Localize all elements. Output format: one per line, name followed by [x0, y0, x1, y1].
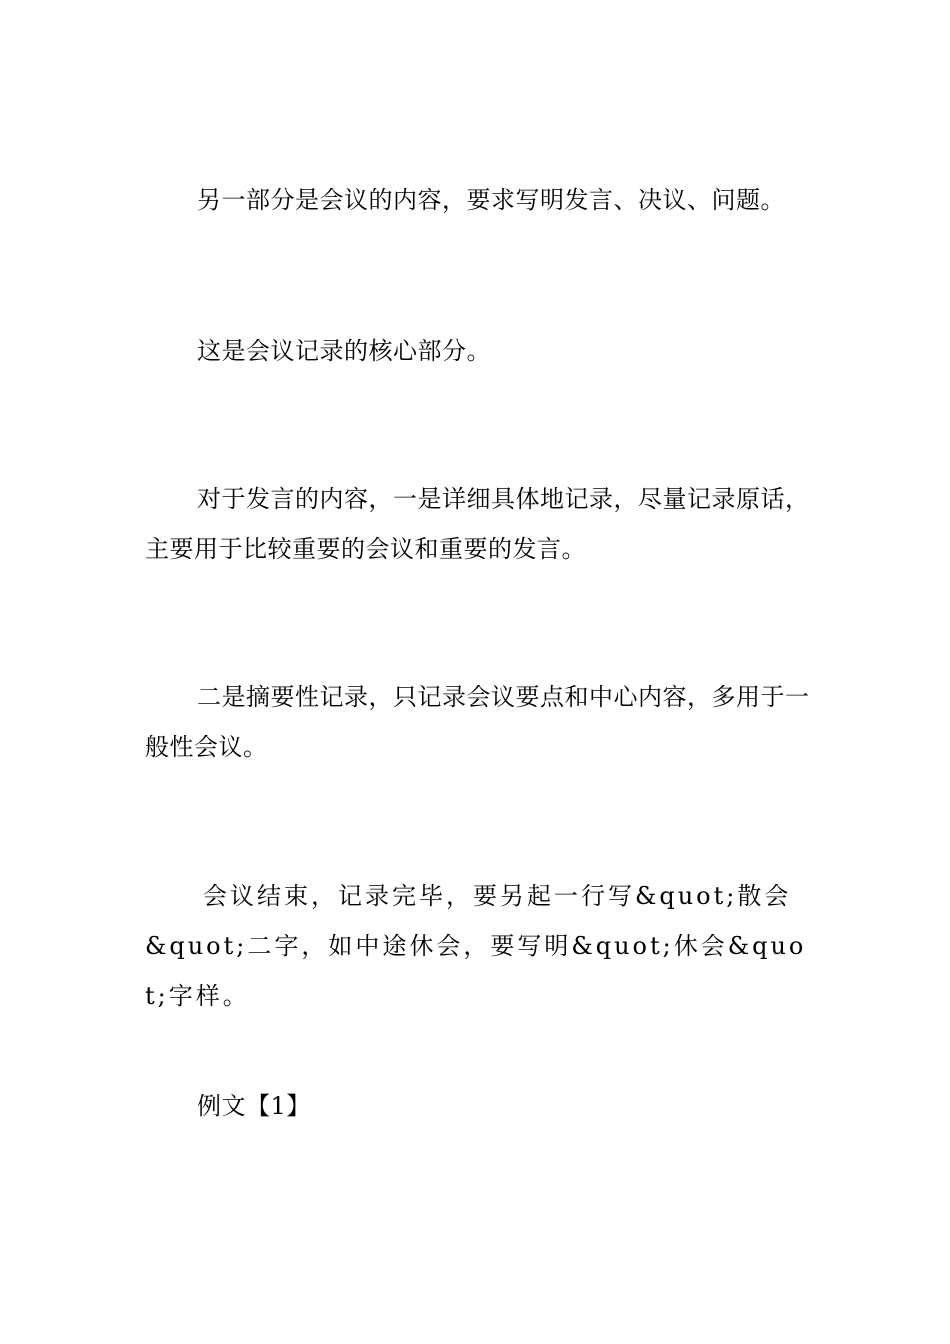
- paragraph-detailed-record: 对于发言的内容，一是详细具体地记录，尽量记录原话，主要用于比较重要的会议和重要的发言。: [145, 485, 810, 563]
- paragraph-core-part: 这是会议记录的核心部分。: [197, 337, 491, 365]
- paragraph-meeting-end: 会议结束，记录完毕，要另起一行写&quot;散会&quot;二字，如中途休会，要写明&quot;休会&quot;字样。: [145, 882, 807, 1010]
- paragraph-meeting-content: 另一部分是会议的内容，要求写明发言、决议、问题。: [197, 186, 785, 214]
- example-heading: 例文【1】: [197, 1092, 311, 1120]
- paragraph-summary-record: 二是摘要性记录，只记录会议要点和中心内容，多用于一般性会议。: [145, 683, 810, 761]
